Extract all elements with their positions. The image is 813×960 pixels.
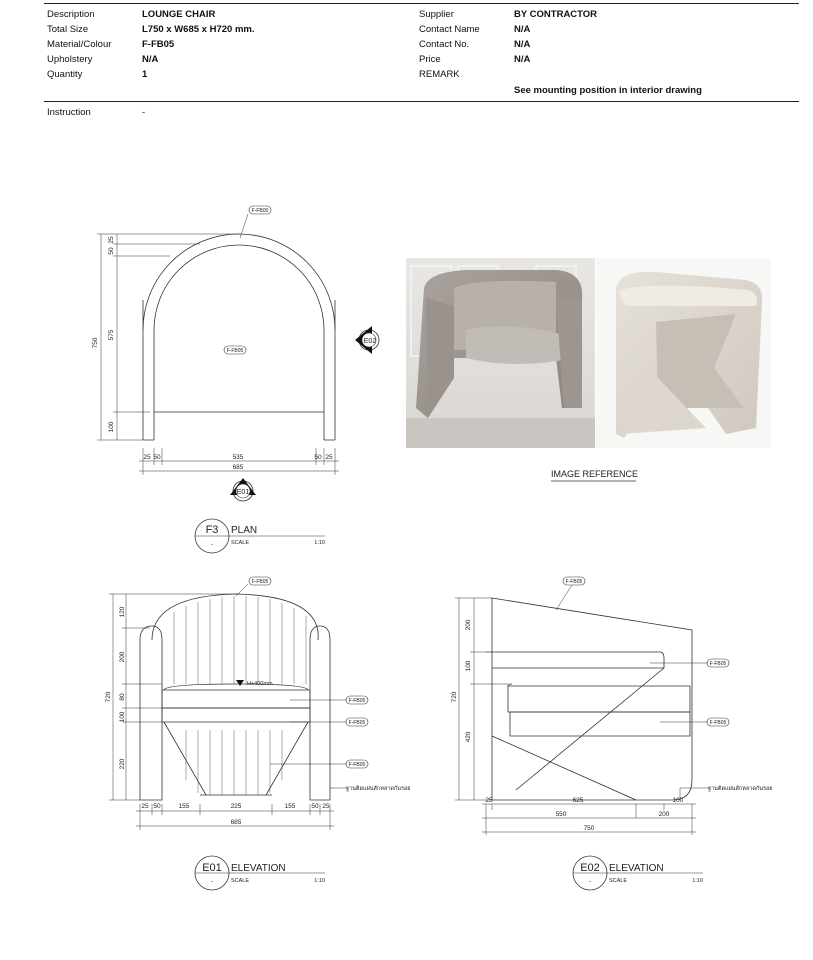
dim-text: 25 <box>141 803 149 810</box>
material-tag: F-FB05 <box>251 208 269 214</box>
elev2-outline <box>486 598 692 800</box>
plan-scale-label: SCALE <box>231 540 250 546</box>
dim-text: 25 <box>108 236 115 244</box>
material-tag: F-FB05 <box>348 698 366 704</box>
dim-text: 100 <box>119 711 126 723</box>
dim-text: 225 <box>230 803 242 810</box>
dim-text: 720 <box>105 691 112 703</box>
elev2-scale-label: SCALE <box>609 878 628 884</box>
spec-label: Upholstery <box>47 54 93 65</box>
material-tag: F-FB05 <box>565 579 583 585</box>
remark-note: See mounting position in interior drawing <box>514 85 702 96</box>
spec-value: F-FB05 <box>142 39 175 50</box>
spec-value: 1 <box>142 69 148 80</box>
dim-text: 720 <box>451 691 458 703</box>
dim-text: 685 <box>230 819 242 826</box>
plan-scale-value: 1:10 <box>314 540 325 546</box>
spec-label: Description <box>47 9 95 20</box>
image-reference-label: IMAGE REFERENCE <box>551 469 639 479</box>
material-tags <box>224 206 729 768</box>
instruction-label: Instruction <box>47 107 91 118</box>
dim-text: 80 <box>119 693 126 701</box>
material-tag: F-FB05 <box>226 348 244 354</box>
elev1-outline <box>140 594 330 800</box>
spec-value: N/A <box>142 54 159 65</box>
dim-text: 25 <box>143 454 151 461</box>
dim-text: 750 <box>92 337 99 349</box>
marker-e01-label: E01 <box>236 489 250 496</box>
material-tag: F-FB05 <box>251 579 269 585</box>
plan-dims <box>97 214 339 475</box>
spec-label: Price <box>419 54 441 65</box>
elev1-dim-texts <box>105 606 330 826</box>
height-note: H+400mm. <box>247 681 275 687</box>
dim-text: 200 <box>465 619 472 631</box>
spec-label: Total Size <box>47 24 89 35</box>
dim-text: 25 <box>322 803 330 810</box>
marker-e02-label: E02 <box>363 338 377 345</box>
elev1-scale-value: 1:10 <box>314 878 325 884</box>
elev1-sub: - <box>211 879 213 885</box>
spec-value: LOUNGE CHAIR <box>142 9 216 20</box>
elev1-scale-label: SCALE <box>231 878 250 884</box>
spec-value: BY CONTRACTOR <box>514 9 598 20</box>
spec-label: Material/Colour <box>47 39 112 50</box>
floor-note: ฐานติดแผ่นสักหลาดกันรอย <box>708 786 773 792</box>
material-tag: F-FB05 <box>348 720 366 726</box>
spec-label: REMARK <box>419 69 460 80</box>
dim-text: 625 <box>572 797 584 804</box>
dim-text: 100 <box>108 421 115 433</box>
dim-text: 50 <box>311 803 319 810</box>
elev2-title: ELEVATION <box>609 863 664 874</box>
dim-text: 200 <box>658 811 670 818</box>
dim-text: 535 <box>232 454 244 461</box>
dim-text: 100 <box>672 797 684 804</box>
spec-value: N/A <box>514 39 531 50</box>
spec-value: N/A <box>514 24 531 35</box>
plan-dim-texts <box>92 236 333 471</box>
spec-value: N/A <box>514 54 531 65</box>
material-tag: F-FB05 <box>348 762 366 768</box>
dim-text: 120 <box>119 606 126 618</box>
spec-label: Quantity <box>47 69 83 80</box>
plan-code: F3 <box>205 524 219 536</box>
elev2-scale-value: 1:10 <box>692 878 703 884</box>
dim-text: 550 <box>555 811 567 818</box>
plan-outline <box>143 234 335 440</box>
elev1-title-block <box>202 862 325 885</box>
plan-title: PLAN <box>231 525 258 536</box>
material-tag: F-FB05 <box>709 720 727 726</box>
elev1-code: E01 <box>202 862 222 874</box>
elev1-dims <box>109 584 346 830</box>
dim-text: 50 <box>153 803 161 810</box>
dim-text: 685 <box>232 464 244 471</box>
dim-text: 200 <box>119 651 126 663</box>
dim-text: 50 <box>108 247 115 255</box>
dim-text: 50 <box>153 454 161 461</box>
dim-text: 25 <box>485 797 493 804</box>
dim-text: 155 <box>178 803 190 810</box>
instruction-value: - <box>142 107 146 118</box>
dim-text: 100 <box>465 660 472 672</box>
elev2-sub: - <box>589 879 591 885</box>
dim-text: 420 <box>465 731 472 743</box>
elev2-code: E02 <box>580 862 600 874</box>
dim-text: 25 <box>325 454 333 461</box>
height-arrow-icon <box>236 680 244 686</box>
spec-value: L750 x W685 x H720 mm. <box>142 24 255 35</box>
dim-text: 50 <box>314 454 322 461</box>
spec-label: Contact Name <box>419 24 480 35</box>
dim-text: 750 <box>583 825 595 832</box>
spec-label: Contact No. <box>419 39 470 50</box>
elev2-title-block <box>580 862 703 885</box>
floor-note: ฐานติดแผ่นสักหลาดกันรอย <box>346 786 411 792</box>
material-tag: F-FB05 <box>709 661 727 667</box>
dim-text: 575 <box>108 329 115 341</box>
elev1-title: ELEVATION <box>231 863 286 874</box>
spec-label: Supplier <box>419 9 454 20</box>
dim-text: 155 <box>284 803 296 810</box>
elev1-slats <box>174 596 306 795</box>
dim-text: 220 <box>119 758 126 770</box>
plan-sub: - <box>211 542 213 548</box>
